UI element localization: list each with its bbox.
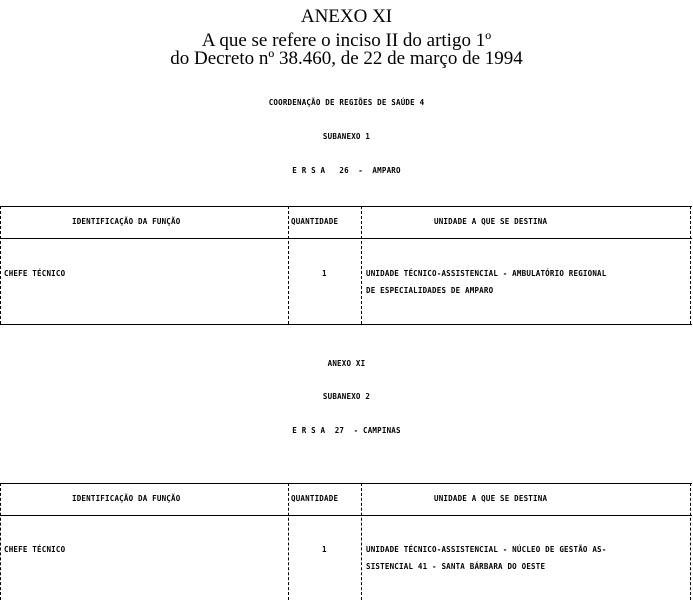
cell-funcao: CHEFE TÉCNICO bbox=[4, 545, 66, 554]
cell-quantidade: 1 bbox=[322, 269, 327, 278]
cell-quantidade: 1 bbox=[322, 545, 327, 554]
ersa-27-caption: E R S A 27 - CAMPINAS bbox=[292, 426, 401, 435]
function-table-1 bbox=[0, 206, 693, 326]
subanexo-2-caption: SUBANEXO 2 bbox=[322, 392, 371, 401]
cell-unidade-line-1: UNIDADE TÉCNICO-ASSISTENCIAL - AMBULATÓRIO REGIONAL bbox=[366, 269, 607, 278]
coordination-caption: COORDENAÇÃO DE REGIÕES DE SAÚDE 4 bbox=[268, 98, 425, 107]
column-header-quantidade: QUANTIDADE bbox=[291, 217, 339, 226]
subanexo-1-caption: SUBANEXO 1 bbox=[322, 132, 371, 141]
column-header-quantidade: QUANTIDADE bbox=[291, 494, 339, 503]
cell-unidade-line-2: SISTENCIAL 41 - SANTA BÁRBARA DO OESTE bbox=[366, 562, 546, 571]
function-table-2 bbox=[0, 483, 693, 600]
cell-funcao: CHEFE TÉCNICO bbox=[4, 269, 66, 278]
column-header-funcao: IDENTIFICAÇÃO DA FUNÇÃO bbox=[72, 494, 181, 503]
ersa-26-caption: E R S A 26 - AMPARO bbox=[292, 166, 401, 175]
cell-unidade-line-1: UNIDADE TÉCNICO-ASSISTENCIAL - NÚCLEO DE GESTÃO AS- bbox=[366, 545, 607, 554]
annex-reference-line-1: A que se refere o inciso II do artigo 1º bbox=[201, 30, 492, 51]
annex-title: ANEXO XI bbox=[300, 6, 393, 27]
column-header-unidade: UNIDADE A QUE SE DESTINA bbox=[434, 217, 548, 226]
column-header-unidade: UNIDADE A QUE SE DESTINA bbox=[434, 494, 548, 503]
column-header-funcao: IDENTIFICAÇÃO DA FUNÇÃO bbox=[72, 217, 181, 226]
cell-unidade-line-2: DE ESPECIALIDADES DE AMPARO bbox=[366, 286, 494, 295]
annex-reference-line-2: do Decreto nº 38.460, de 22 de março de 1994 bbox=[170, 48, 523, 69]
anexo-xi-caption: ANEXO XI bbox=[327, 359, 366, 368]
